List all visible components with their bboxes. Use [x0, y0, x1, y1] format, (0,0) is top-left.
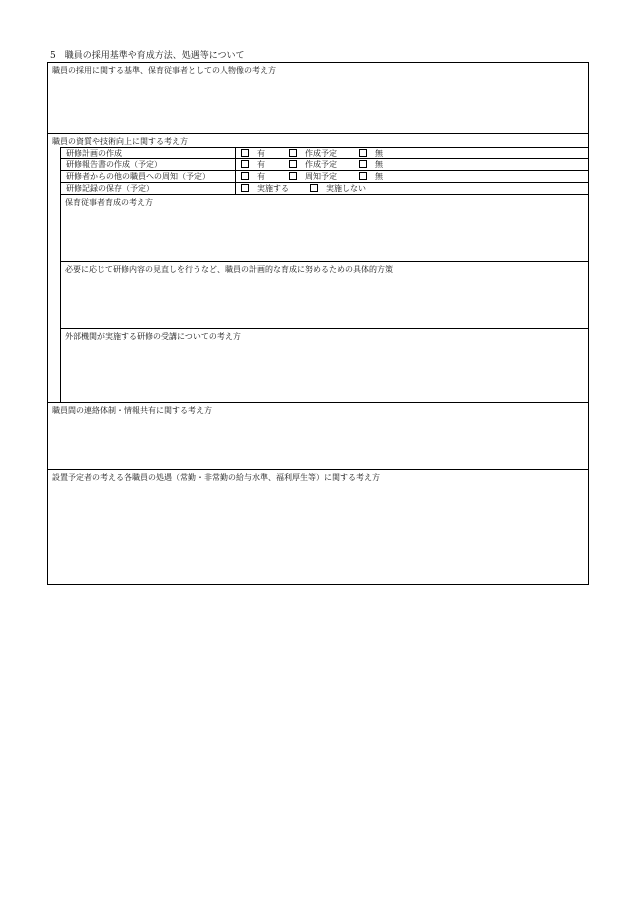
option-planned[interactable]: 作成予定	[289, 148, 337, 159]
training-row-label: 研修計画の作成	[66, 149, 122, 158]
training-row-options	[235, 159, 588, 170]
skills-section	[48, 133, 588, 402]
training-review-label: 必要に応じて研修内容の見直しを行うなど、職員の計画的な育成に努めるための具体的方策	[65, 265, 393, 274]
training-policy-label: 保育従事者育成の考え方	[65, 198, 153, 207]
checkbox-icon[interactable]	[241, 149, 249, 157]
training-review-section[interactable]	[61, 262, 588, 329]
training-row-report	[61, 159, 588, 171]
option-yes[interactable]: 有	[241, 171, 265, 182]
checkbox-icon[interactable]	[359, 172, 367, 180]
treatment-section-label: 設置予定者の考える各職員の処遇（常勤・非常勤の給与水準、福利厚生等）に関する考え方	[52, 473, 380, 482]
option-not-implement[interactable]: 実施しない	[310, 183, 366, 194]
skills-section-body	[48, 147, 588, 402]
training-row-label: 研修報告書の作成（予定）	[66, 160, 162, 169]
page-title: 5 職員の採用基準や育成方法、処遇等について	[50, 51, 245, 61]
training-row-options	[235, 183, 588, 194]
checkbox-icon[interactable]	[241, 160, 249, 168]
option-planned[interactable]: 周知予定	[289, 171, 337, 182]
staff-policy-form	[47, 62, 589, 585]
option-implement[interactable]: 実施する	[241, 183, 289, 194]
training-row-share	[61, 171, 588, 183]
option-yes[interactable]: 有	[241, 159, 265, 170]
option-no[interactable]: 無	[359, 148, 383, 159]
checkbox-icon[interactable]	[359, 149, 367, 157]
option-no[interactable]: 無	[359, 171, 383, 182]
checkbox-icon[interactable]	[241, 172, 249, 180]
training-table	[60, 147, 588, 402]
training-row-label: 研修記録の保存（予定）	[66, 184, 154, 193]
treatment-section[interactable]	[48, 469, 588, 584]
contact-section[interactable]	[48, 402, 588, 469]
checkbox-icon[interactable]	[310, 184, 318, 192]
hiring-section-label: 職員の採用に関する基準、保育従事者としての人物像の考え方	[52, 66, 276, 75]
training-policy-section[interactable]	[61, 195, 588, 262]
training-row-records	[61, 183, 588, 195]
external-training-label: 外部機関が実施する研修の受講についての考え方	[65, 332, 241, 341]
checkbox-icon[interactable]	[289, 160, 297, 168]
option-yes[interactable]: 有	[241, 148, 265, 159]
option-no[interactable]: 無	[359, 159, 383, 170]
training-row-plan	[61, 147, 588, 159]
training-row-options	[235, 171, 588, 182]
checkbox-icon[interactable]	[289, 172, 297, 180]
training-row-label: 研修者からの他の職員への周知（予定）	[66, 172, 210, 181]
option-planned[interactable]: 作成予定	[289, 159, 337, 170]
checkbox-icon[interactable]	[289, 149, 297, 157]
hiring-section[interactable]	[48, 63, 588, 133]
skills-section-label: 職員の資質や技術向上に関する考え方	[52, 137, 188, 146]
training-row-options	[235, 148, 588, 158]
checkbox-icon[interactable]	[359, 160, 367, 168]
checkbox-icon[interactable]	[241, 184, 249, 192]
contact-section-label: 職員間の連絡体制・情報共有に関する考え方	[52, 406, 212, 415]
external-training-section[interactable]	[61, 329, 588, 403]
